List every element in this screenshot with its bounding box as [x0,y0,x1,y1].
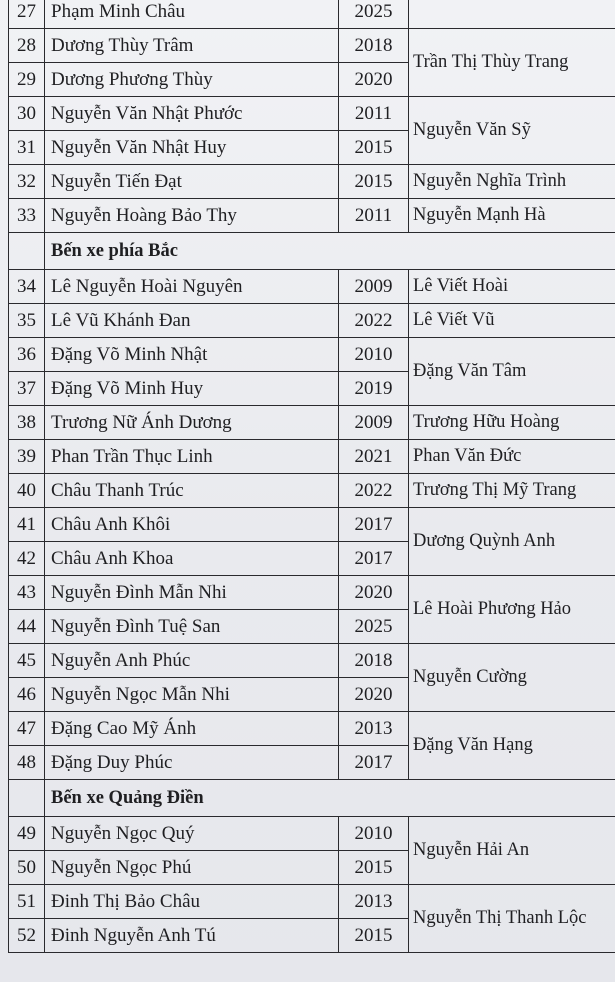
birth-year: 2015 [339,165,409,199]
table-row [9,0,615,29]
child-name: Đinh Nguyễn Anh Tú [45,919,339,953]
birth-year: 2025 [339,0,409,29]
row-number: 41 [9,508,45,542]
child-name: Nguyễn Hoàng Bảo Thy [45,199,339,233]
row-number: 37 [9,372,45,406]
row-number: 48 [9,746,45,780]
table-row [9,712,615,746]
child-name: Đặng Duy Phúc [45,746,339,780]
row-number: 32 [9,165,45,199]
section-number-cell [9,233,45,270]
parent-name: Đặng Văn Tâm [409,338,615,406]
table-row [9,406,615,440]
table-row [9,97,615,131]
birth-year: 2015 [339,919,409,953]
row-number: 35 [9,304,45,338]
parent-name: Dương Quỳnh Anh [409,508,615,576]
row-number: 50 [9,851,45,885]
child-name: Châu Thanh Trúc [45,474,339,508]
roster-body [9,0,615,953]
table-row [9,644,615,678]
birth-year: 2009 [339,406,409,440]
child-name: Lê Nguyễn Hoài Nguyên [45,270,339,304]
birth-year: 2018 [339,29,409,63]
birth-year: 2022 [339,474,409,508]
row-number: 45 [9,644,45,678]
child-name: Nguyễn Ngọc Mẫn Nhi [45,678,339,712]
row-number: 33 [9,199,45,233]
birth-year: 2011 [339,97,409,131]
row-number: 39 [9,440,45,474]
birth-year: 2013 [339,712,409,746]
parent-name: Nguyễn Hải An [409,817,615,885]
birth-year: 2020 [339,63,409,97]
parent-name: Nguyễn Văn Sỹ [409,97,615,165]
row-number: 31 [9,131,45,165]
row-number: 49 [9,817,45,851]
row-number: 47 [9,712,45,746]
child-name: Trương Nữ Ánh Dương [45,406,339,440]
row-number: 34 [9,270,45,304]
child-name: Đặng Cao Mỹ Ánh [45,712,339,746]
child-name: Nguyễn Anh Phúc [45,644,339,678]
child-name: Phạm Minh Châu [45,0,339,29]
section-title: Bến xe phía Bắc [45,233,615,270]
table-row [9,817,615,851]
row-number: 36 [9,338,45,372]
row-number: 46 [9,678,45,712]
birth-year: 2011 [339,199,409,233]
child-name: Nguyễn Đình Mẫn Nhi [45,576,339,610]
section-header-row [9,780,615,817]
child-name: Nguyễn Ngọc Quý [45,817,339,851]
row-number: 52 [9,919,45,953]
parent-name: Lê Hoài Phương Hảo [409,576,615,644]
child-name: Châu Anh Khoa [45,542,339,576]
table-row [9,199,615,233]
parent-name [409,0,615,29]
child-name: Đặng Võ Minh Huy [45,372,339,406]
parent-name: Đặng Văn Hạng [409,712,615,780]
table-row [9,29,615,63]
child-name: Dương Thùy Trâm [45,29,339,63]
birth-year: 2013 [339,885,409,919]
birth-year: 2018 [339,644,409,678]
parent-name: Nguyễn Thị Thanh Lộc [409,885,615,953]
child-name: Nguyễn Văn Nhật Huy [45,131,339,165]
parent-name: Nguyễn Nghĩa Trình [409,165,615,199]
child-name: Đinh Thị Bảo Châu [45,885,339,919]
birth-year: 2017 [339,746,409,780]
birth-year: 2022 [339,304,409,338]
birth-year: 2015 [339,851,409,885]
row-number: 40 [9,474,45,508]
birth-year: 2020 [339,576,409,610]
row-number: 44 [9,610,45,644]
table-row [9,440,615,474]
birth-year: 2010 [339,817,409,851]
table-row [9,165,615,199]
table-row [9,576,615,610]
table-row [9,338,615,372]
birth-year: 2021 [339,440,409,474]
section-number-cell [9,780,45,817]
row-number: 29 [9,63,45,97]
row-number: 28 [9,29,45,63]
table-row [9,885,615,919]
child-name: Nguyễn Tiến Đạt [45,165,339,199]
child-name: Dương Phương Thùy [45,63,339,97]
birth-year: 2025 [339,610,409,644]
table-row [9,474,615,508]
table-row [9,508,615,542]
roster-table [8,0,615,953]
birth-year: 2010 [339,338,409,372]
row-number: 42 [9,542,45,576]
parent-name: Phan Văn Đức [409,440,615,474]
row-number: 43 [9,576,45,610]
row-number: 51 [9,885,45,919]
parent-name: Nguyễn Cường [409,644,615,712]
row-number: 30 [9,97,45,131]
section-title: Bến xe Quảng Điền [45,780,615,817]
parent-name: Nguyễn Mạnh Hà [409,199,615,233]
table-row [9,270,615,304]
child-name: Lê Vũ Khánh Đan [45,304,339,338]
table-row [9,304,615,338]
row-number: 38 [9,406,45,440]
birth-year: 2020 [339,678,409,712]
birth-year: 2015 [339,131,409,165]
child-name: Châu Anh Khôi [45,508,339,542]
section-header-row [9,233,615,270]
birth-year: 2009 [339,270,409,304]
parent-name: Lê Viết Hoài [409,270,615,304]
child-name: Đặng Võ Minh Nhật [45,338,339,372]
child-name: Nguyễn Đình Tuệ San [45,610,339,644]
parent-name: Trần Thị Thùy Trang [409,29,615,97]
child-name: Phan Trần Thục Linh [45,440,339,474]
parent-name: Trương Hữu Hoàng [409,406,615,440]
birth-year: 2017 [339,542,409,576]
birth-year: 2019 [339,372,409,406]
child-name: Nguyễn Văn Nhật Phước [45,97,339,131]
birth-year: 2017 [339,508,409,542]
child-name: Nguyễn Ngọc Phú [45,851,339,885]
parent-name: Lê Viết Vũ [409,304,615,338]
parent-name: Trương Thị Mỹ Trang [409,474,615,508]
row-number: 27 [9,0,45,29]
